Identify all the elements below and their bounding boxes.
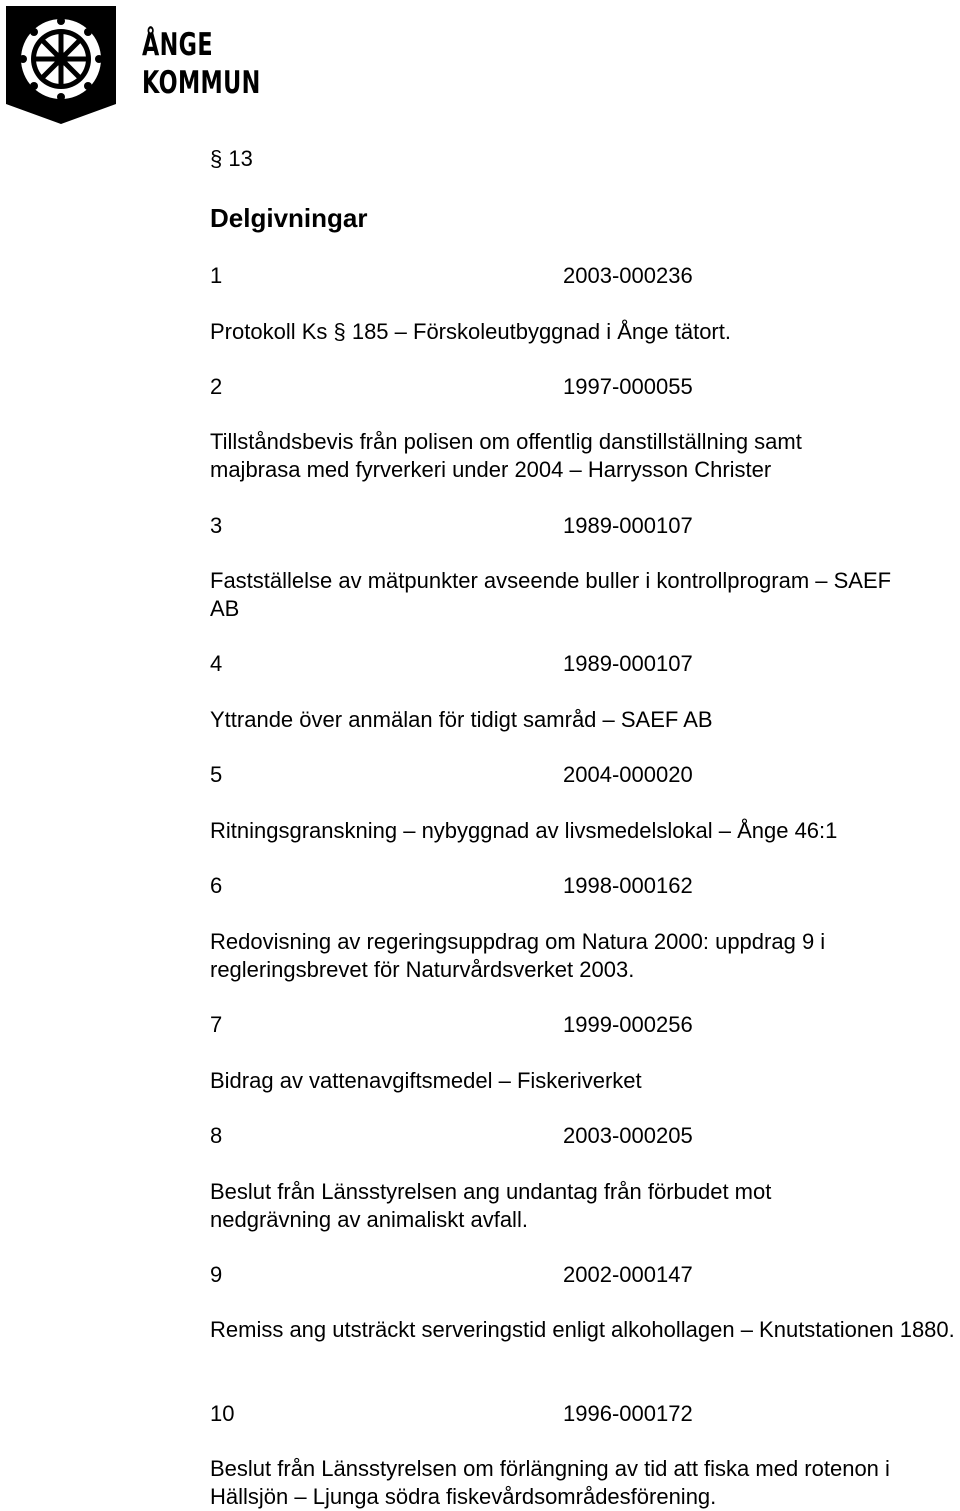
item-description: Beslut från Länsstyrelsen ang undantag från förbudet mot nedgrävning av animaliskt avfall.: [210, 1179, 772, 1232]
logo-wordmark: [142, 26, 261, 102]
logo-line-2: KOMMUN: [142, 65, 261, 101]
case-number: 2003-000205: [563, 1123, 693, 1148]
item-number: 1: [210, 263, 223, 288]
case-number: 1996-000172: [563, 1401, 693, 1426]
item-number: 6: [210, 873, 223, 898]
item-description: Beslut från Länsstyrelsen om förlängning av tid att fiska med rotenon i Hällsjön – Ljunga södra fiskevårdsområdesförening.: [210, 1456, 890, 1509]
item-number: 5: [210, 762, 223, 787]
item-description: Remiss ang utsträckt serveringstid enligt alkohollagen – Knutstationen 1880.: [210, 1317, 955, 1342]
item-description: Redovisning av regeringsuppdrag om Natura 2000: uppdrag 9 i regleringsbrevet för Naturvårdsverket 2003.: [210, 929, 826, 982]
item-number: 9: [210, 1262, 223, 1287]
item-description: Tillståndsbevis från polisen om offentlig danstillställning samt majbrasa med fyrverkeri under 2004 – Harrysson Christer: [210, 429, 802, 482]
case-number: 1989-000107: [563, 513, 693, 538]
section-number: § 13: [210, 146, 253, 171]
item-number: 3: [210, 513, 223, 538]
wheel-emblem-icon: [2, 2, 122, 127]
item-number: 4: [210, 651, 223, 676]
case-number: 1998-000162: [563, 873, 693, 898]
item-description: Protokoll Ks § 185 – Förskoleutbyggnad i Ånge tätort.: [210, 319, 731, 344]
municipality-logo: [2, 2, 261, 127]
item-number: 7: [210, 1012, 223, 1037]
item-description: Bidrag av vattenavgiftsmedel – Fiskeriverket: [210, 1068, 642, 1093]
case-number: 1997-000055: [563, 374, 693, 399]
item-number: 8: [210, 1123, 223, 1148]
page-title: Delgivningar: [210, 203, 368, 233]
item-number: 10: [210, 1401, 235, 1426]
case-number: 2003-000236: [563, 263, 693, 288]
logo-line-1: ÅNGE: [142, 27, 213, 63]
item-number: 2: [210, 374, 223, 399]
item-description: Ritningsgranskning – nybyggnad av livsmedelslokal – Ånge 46:1: [210, 818, 838, 843]
item-description: Fastställelse av mätpunkter avseende buller i kontrollprogram – SAEF AB: [210, 568, 892, 621]
case-number: 1989-000107: [563, 651, 693, 676]
case-number: 2004-000020: [563, 762, 693, 787]
item-description: Yttrande över anmälan för tidigt samråd – SAEF AB: [210, 707, 713, 732]
case-number: 2002-000147: [563, 1262, 693, 1287]
case-number: 1999-000256: [563, 1012, 693, 1037]
